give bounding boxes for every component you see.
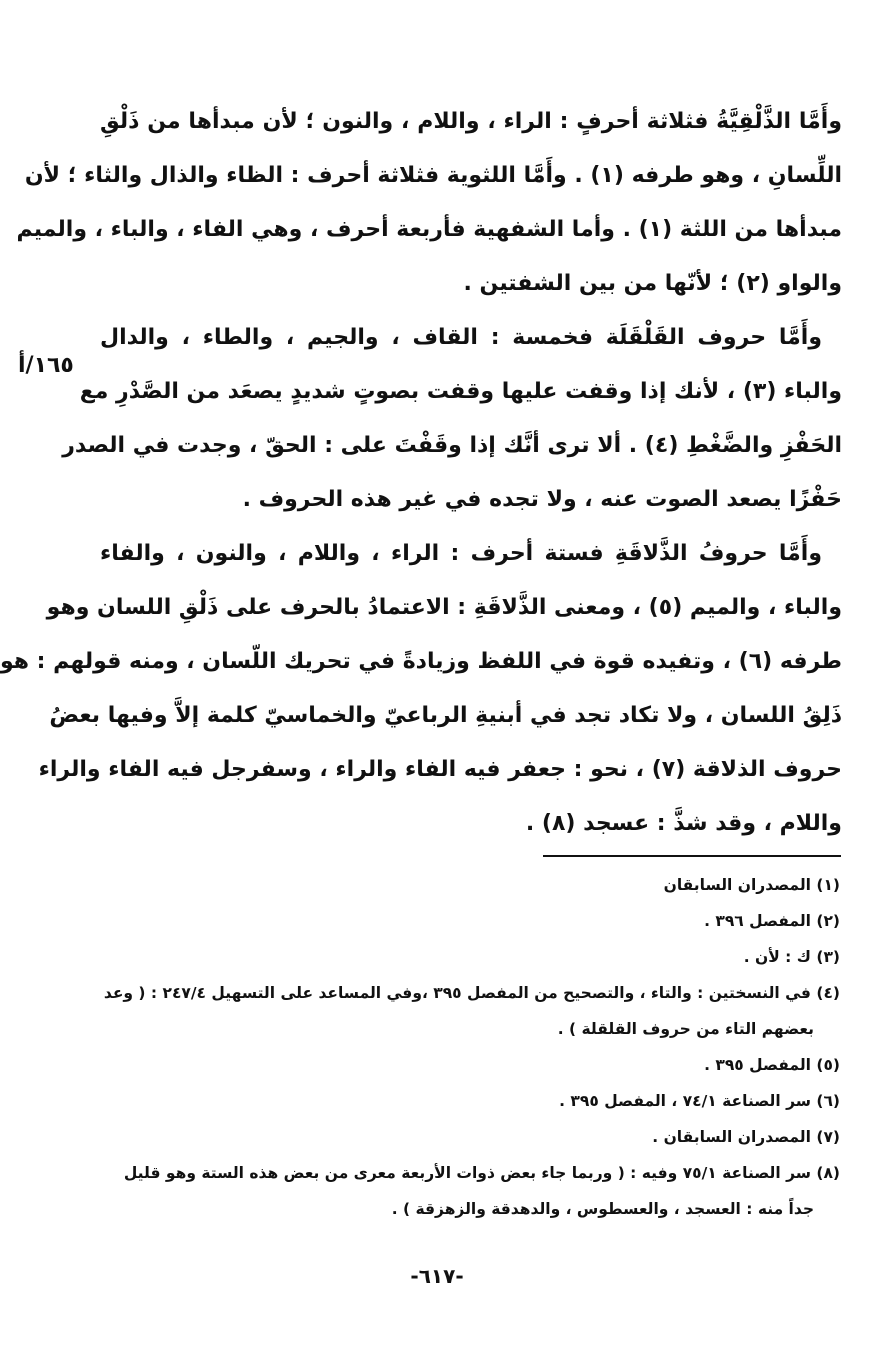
footnote-divider: [543, 855, 841, 857]
footnote: (٦) سر الصناعة ٧٤/١ ، المفصل ٣٩٥ .: [559, 1092, 840, 1110]
text-line: الحَفْزِ والضَّغْطِ (٤) . ألا ترى أنَّك إذا وقَفْتَ على : الحقّ ، وجدت في الصدر: [62, 433, 842, 458]
footnote: (٨) سر الصناعة ٧٥/١ وفيه : ( وربما جاء بعض ذوات الأربعة معرى من بعض هذه الستة وهو قليل: [123, 1164, 840, 1182]
footnote-continuation: جداً منه : العسجد ، والعسطوس ، والدهدقة والزهزقة ) .: [391, 1200, 814, 1218]
footnote: (٣) ك : لأن .: [743, 948, 840, 966]
footnote: (٧) المصدران السابقان .: [652, 1128, 840, 1146]
footnote-continuation: بعضهم التاء من حروف القلقلة ) .: [557, 1020, 814, 1038]
text-line: اللِّسانِ ، وهو طرفه (١) . وأَمَّا اللثوية فثلاثة أحرف : الظاء والذال والثاء ؛ لأن: [24, 163, 842, 188]
text-line: والباء (٣) ، لأنك إذا وقفت عليها وقفت بصوتٍ شديدٍ يصعَد من الصَّدْرِ مع: [79, 379, 842, 404]
page-number: -٦١٧-: [410, 1264, 464, 1288]
folio-margin-note: ١٦٥/أ: [18, 353, 74, 378]
footnotes-block: [103, 867, 840, 1227]
footnote: (٥) المفصل ٣٩٥ .: [704, 1056, 840, 1074]
text-line: وأَمَّا حروف القَلْقَلَة فخمسة : القاف ، والجيم ، والطاء ، والدال: [100, 325, 822, 350]
text-line: وأَمَّا الذَّلْقِيَّةُ فثلاثة أحرفٍ : الراء ، واللام ، والنون ؛ لأن مبدأها من ذَلْقِ: [100, 109, 842, 134]
footnote: (١) المصدران السابقان: [663, 876, 840, 894]
text-line: مبدأها من اللثة (١) . وأما الشفهية فأربعة أحرف ، وهي الفاء ، والباء ، والميم: [16, 217, 842, 242]
text-line: حروف الذلاقة (٧) ، نحو : جعفر فيه الفاء والراء ، وسفرجل فيه الفاء والراء: [38, 757, 842, 782]
footnote: (٢) المفصل ٣٩٦ .: [704, 912, 840, 930]
text-line: والباء ، والميم (٥) ، ومعنى الذَّلاقَةِ : الاعتمادُ بالحرف على ذَلْقِ اللسان وهو: [46, 595, 842, 620]
text-line: حَفْزًا يصعد الصوت عنه ، ولا تجده في غير هذه الحروف .: [242, 487, 842, 512]
text-line: وأَمَّا حروفُ الذَّلاقَةِ فستة أحرف : الراء ، واللام ، والنون ، والفاء: [100, 541, 822, 566]
footnote: (٤) في النسختين : والتاء ، والتصحيح من المفصل ٣٩٥ ،وفي المساعد على التسهيل ٢٤٧/٤ : ( وعد: [103, 984, 840, 1002]
text-line: ذَلِقُ اللسان ، ولا تكاد تجد في أبنيةِ الرباعيّ والخماسيّ كلمة إلاَّ وفيها بعضُ: [49, 703, 842, 728]
text-line: طرفه (٦) ، وتفيده قوة في اللفظ وزيادةً في تحريك اللّسان ، ومنه قولهم : هو: [0, 649, 842, 674]
text-line: والواو (٢) ؛ لأنّها من بين الشفتين .: [463, 271, 842, 296]
text-line: واللام ، وقد شذَّ : عسجد (٨) .: [525, 811, 842, 836]
